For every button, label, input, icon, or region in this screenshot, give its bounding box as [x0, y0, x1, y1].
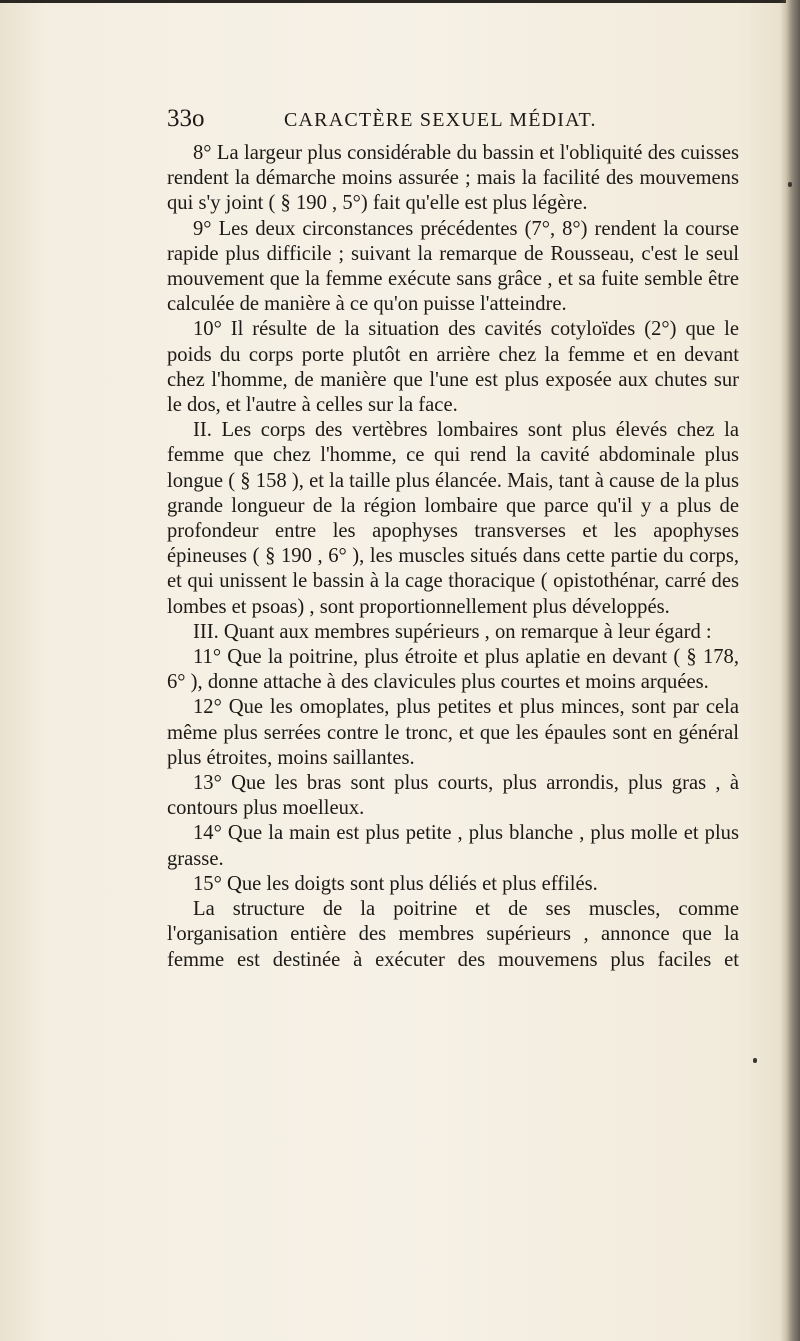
- paragraph-15: 15° Que les doigts sont plus déliés et plus effilés.: [193, 872, 598, 895]
- page-edge: [786, 0, 800, 1341]
- paragraph-14: 14° Que la main est plus petite , plus blanche , plus molle et plus grasse.: [167, 822, 739, 870]
- paragraph-closing: La structure de la poitrine et de ses muscles, comme l'organisation entière des membres supérieurs , annonce que la femme est destinée à exécuter des mouvemens plus faciles et: [167, 898, 739, 971]
- margin-speck: [753, 1058, 757, 1063]
- page-number: 33o: [167, 105, 205, 132]
- paragraph-11: 11° Que la poitrine, plus étroite et plus aplatie en devant ( § 178, 6° ), donne attache à des clavicules plus courtes et moins arquées.: [167, 646, 739, 694]
- paragraph-II: II. Les corps des vertèbres lombaires sont plus élevés chez la femme que chez l'homme, ce qui rend la cavité abdominale plus longue ( § 158 ), et la taille plus élancée. Mais, tant à cause de la plus grande longueur de la région lombaire que parce qu'il y a plus de profondeur entre les apophyses transverses et les apophyses épineuses ( § 190 , 6° ), les muscles situés dans cette partie du corps, et qui unissent le bassin à la cage thoracique ( opistothénar, carré des lombes et psoas) , sont proportionnellement plus développés.: [167, 419, 739, 618]
- paragraph-III: III. Quant aux membres supérieurs , on remarque à leur égard :: [193, 620, 712, 643]
- margin-speck: [788, 182, 792, 187]
- top-border: [0, 0, 800, 3]
- running-head: CARACTÈRE SEXUEL MÉDIAT.: [284, 109, 597, 131]
- page-header: [167, 100, 742, 140]
- paragraph-10: 10° Il résulte de la situation des cavités cotyloïdes (2°) que le poids du corps porte plutôt en arrière chez la femme et en devant chez l'homme, de manière que l'une est plus exposée aux chutes sur le dos, et l'autre à celles sur la face.: [167, 318, 739, 417]
- paragraph-9: 9° Les deux circonstances précédentes (7°, 8°) rendent la course rapide plus difficile ; suivant la remarque de Rousseau, c'est le seul mouvement que la femme exécute sans grâce , et sa fuite semble être calculée de manière à ce qu'on puisse l'atteindre.: [167, 217, 739, 316]
- paragraph-13: 13° Que les bras sont plus courts, plus arrondis, plus gras , à contours plus moelleux.: [167, 772, 739, 820]
- body-text: [167, 141, 739, 973]
- paragraph-12: 12° Que les omoplates, plus petites et plus minces, sont par cela même plus serrées contre le tronc, et que les épaules sont en général plus étroites, moins saillantes.: [167, 696, 739, 769]
- paragraph-8: 8° La largeur plus considérable du bassin et l'obliquité des cuisses rendent la démarche moins assurée ; mais la facilité des mouvemens qui s'y joint ( § 190 , 5°) fait qu'elle est plus légère.: [167, 142, 739, 215]
